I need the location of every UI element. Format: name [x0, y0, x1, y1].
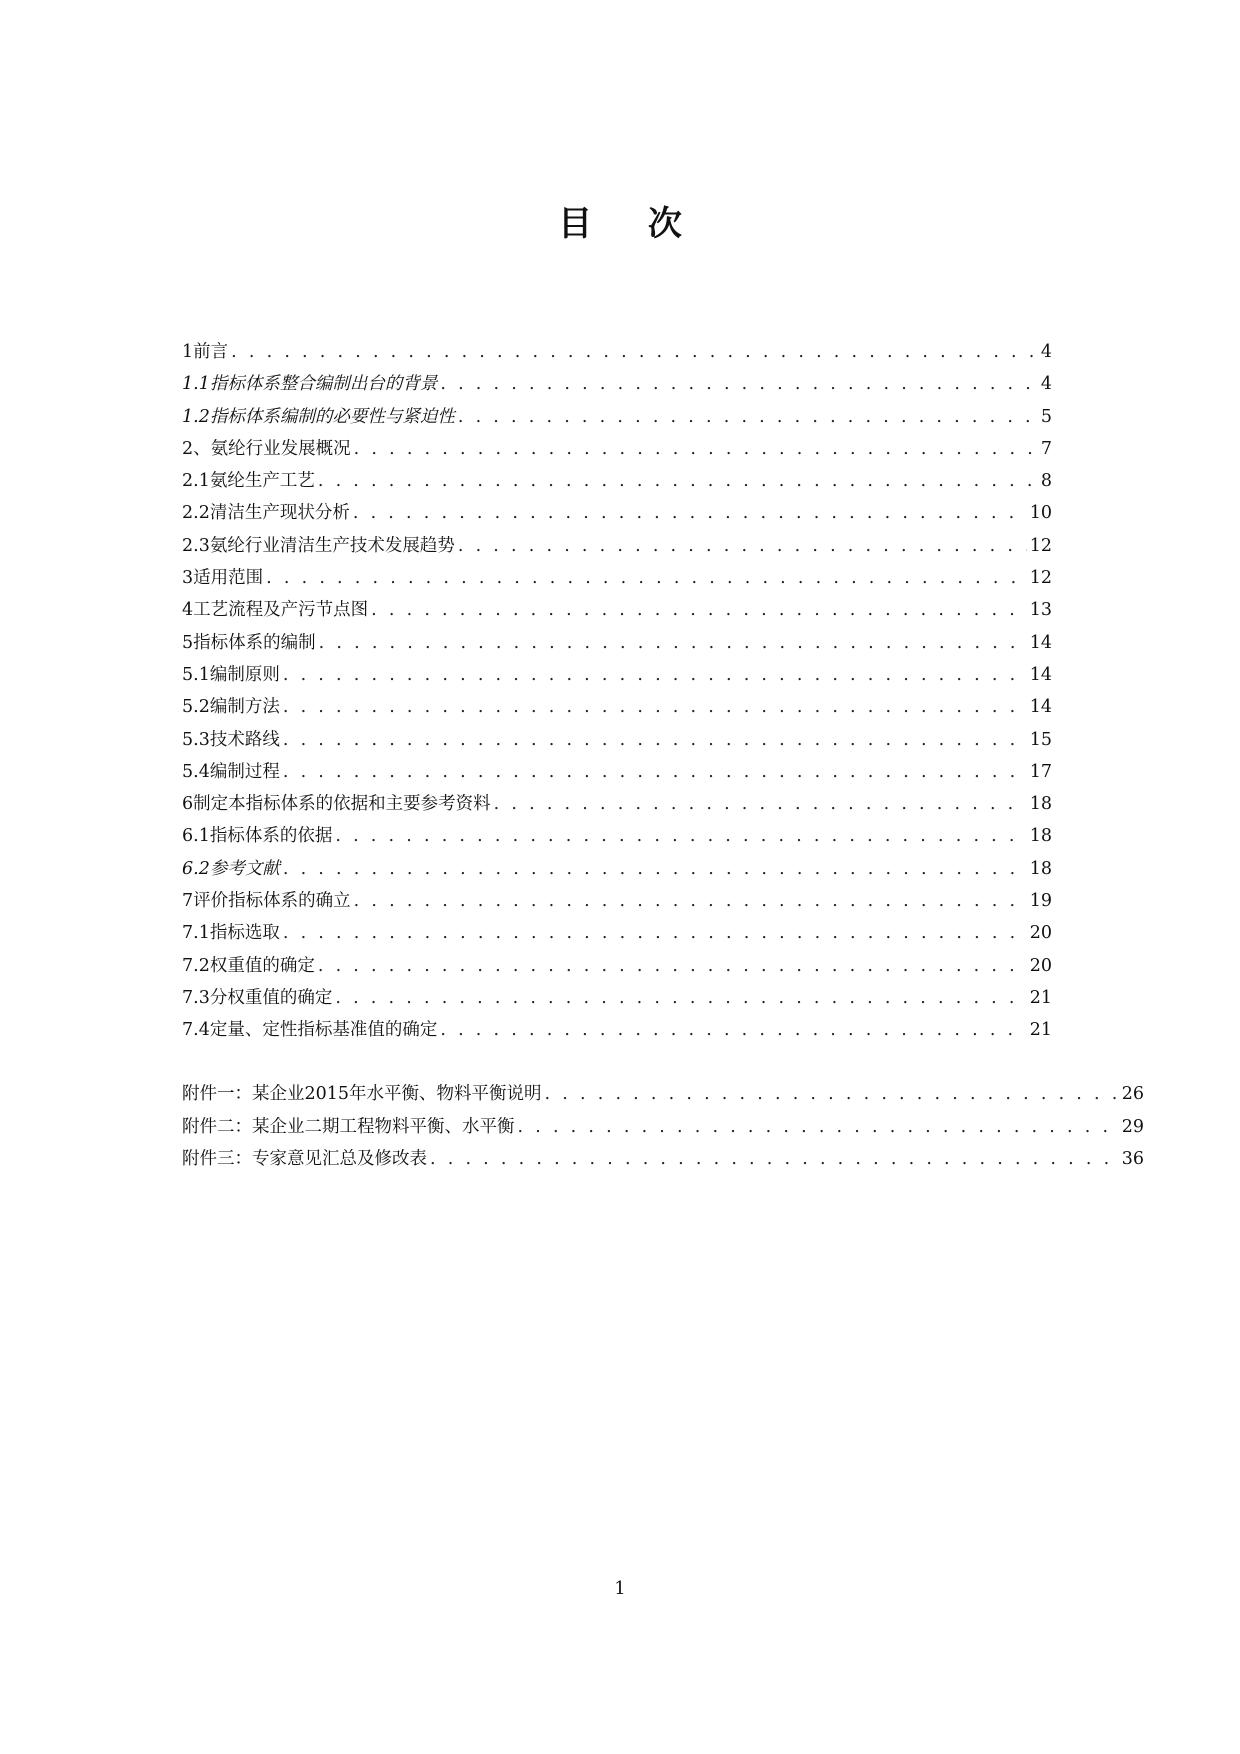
toc-entry-label: 评价指标体系的确立 [193, 891, 351, 912]
toc-leader-dots [430, 1143, 1119, 1175]
annex-entry-label: 附件一：某企业2015年水平衡、物料平衡说明 [182, 1084, 542, 1104]
toc-entry-number: 1.1 [182, 374, 210, 395]
toc-entry[interactable] [182, 950, 1052, 982]
table-of-contents [182, 336, 1052, 1047]
annex-entry-page: 26 [1121, 1084, 1144, 1104]
toc-leader-dots [283, 659, 1027, 691]
toc-entry-label: 定量、定性指标基准值的确定 [209, 1020, 438, 1041]
toc-entry-number: 2.2 [182, 503, 210, 524]
annex-entry[interactable] [182, 1143, 1144, 1176]
toc-entry[interactable] [182, 336, 1052, 368]
toc-entry-page: 8 [1040, 471, 1052, 492]
toc-entry[interactable] [182, 594, 1052, 626]
toc-leader-dots [283, 853, 1027, 885]
toc-entry-number: 2.3 [182, 535, 210, 556]
annex-entry-label: 附件二：某企业二期工程物料平衡、水平衡 [182, 1116, 515, 1137]
toc-entry-page: 14 [1029, 697, 1052, 718]
toc-entry[interactable] [182, 465, 1052, 497]
toc-entry-page: 20 [1029, 955, 1052, 976]
toc-leader-dots [353, 497, 1027, 529]
toc-leader-dots [283, 756, 1027, 788]
toc-entry-label: 分权重值的确定 [209, 987, 333, 1008]
toc-entry-label: 指标选取 [209, 923, 280, 944]
toc-entry-label: 指标体系整合编制出台的背景 [209, 374, 438, 395]
toc-entry-number: 2.1 [182, 471, 210, 492]
toc-leader-dots [283, 724, 1027, 756]
toc-entry-number: 5.3 [182, 729, 210, 750]
toc-entry[interactable] [182, 562, 1052, 594]
toc-entry-label: 氨纶生产工艺 [209, 471, 315, 492]
toc-leader-dots [318, 950, 1027, 982]
toc-entry-page: 13 [1029, 600, 1052, 621]
toc-leader-dots [354, 885, 1027, 917]
toc-entry-page: 4 [1040, 342, 1052, 362]
toc-entry-page: 12 [1029, 568, 1052, 589]
toc-entry-label: 编制过程 [209, 761, 280, 782]
toc-entry[interactable] [182, 853, 1052, 885]
toc-entry-number: 6 [182, 794, 194, 815]
toc-leader-dots [231, 336, 1035, 368]
toc-entry-label: 清洁生产现状分析 [209, 503, 350, 524]
toc-entry-page: 14 [1029, 632, 1052, 653]
toc-entry-page: 12 [1029, 535, 1052, 556]
toc-entry-page: 19 [1029, 891, 1052, 912]
annex-entry[interactable] [182, 1078, 1144, 1111]
toc-entry-page: 21 [1029, 1020, 1052, 1041]
toc-entry-number: 1 [182, 342, 194, 362]
toc-entry-label: 技术路线 [209, 729, 280, 750]
toc-entry-page: 10 [1029, 503, 1052, 524]
toc-entry[interactable] [182, 530, 1052, 562]
toc-leader-dots [283, 917, 1027, 949]
toc-leader-dots [494, 788, 1027, 820]
toc-leader-dots [458, 401, 1035, 433]
toc-entry[interactable] [182, 401, 1052, 433]
toc-entry[interactable] [182, 368, 1052, 400]
annex-list [182, 1078, 1144, 1176]
toc-entry-number: 5.2 [182, 697, 210, 718]
toc-entry[interactable] [182, 917, 1052, 949]
toc-entry-page: 7 [1040, 438, 1052, 459]
toc-entry-number: 3 [182, 568, 194, 589]
toc-entry-label: 适用范围 [193, 568, 264, 589]
toc-entry-number: 2、 [182, 438, 211, 459]
toc-leader-dots [440, 1014, 1026, 1046]
toc-entry-page: 5 [1040, 406, 1052, 427]
toc-entry[interactable] [182, 1014, 1052, 1046]
toc-entry-label: 前言 [193, 342, 229, 362]
toc-entry-label: 指标体系编制的必要性与紧迫性 [209, 406, 455, 427]
toc-entry-number: 7.4 [182, 1020, 210, 1041]
toc-entry-label: 权重值的确定 [209, 955, 315, 976]
toc-entry-label: 制定本指标体系的依据和主要参考资料 [193, 794, 491, 815]
toc-entry[interactable] [182, 788, 1052, 820]
toc-entry-page: 15 [1029, 729, 1052, 750]
toc-leader-dots [371, 594, 1027, 626]
toc-leader-dots [440, 368, 1035, 400]
toc-leader-dots [354, 433, 1035, 465]
toc-entry-label: 编制原则 [209, 664, 280, 685]
toc-entry-page: 17 [1029, 761, 1052, 782]
toc-entry-label: 工艺流程及产污节点图 [193, 600, 369, 621]
toc-entry-page: 18 [1029, 858, 1052, 879]
toc-leader-dots [283, 691, 1027, 723]
toc-entry-number: 1.2 [182, 406, 210, 427]
toc-leader-dots [318, 465, 1035, 497]
toc-leader-dots [335, 820, 1026, 852]
toc-entry[interactable] [182, 885, 1052, 917]
annex-entry-page: 29 [1121, 1116, 1144, 1137]
toc-entry-number: 5.1 [182, 664, 210, 685]
toc-entry[interactable] [182, 627, 1052, 659]
toc-entry-label: 氨纶行业清洁生产技术发展趋势 [209, 535, 455, 556]
toc-entry-label: 编制方法 [209, 697, 280, 718]
toc-leader-dots [545, 1078, 1119, 1110]
toc-entry[interactable] [182, 982, 1052, 1014]
annex-entry-label: 附件三：专家意见汇总及修改表 [182, 1149, 427, 1169]
toc-entry-number: 6.1 [182, 826, 210, 847]
toc-entry-number: 7.1 [182, 923, 210, 944]
toc-entry-number: 6.2 [182, 858, 210, 879]
toc-entry-page: 20 [1029, 923, 1052, 944]
toc-entry[interactable] [182, 659, 1052, 691]
toc-entry-page: 18 [1029, 826, 1052, 847]
toc-entry-number: 4 [182, 600, 194, 621]
toc-entry-page: 18 [1029, 794, 1052, 815]
toc-entry[interactable] [182, 724, 1052, 756]
toc-entry[interactable] [182, 756, 1052, 788]
toc-entry-number: 7 [182, 891, 194, 912]
toc-leader-dots [335, 982, 1026, 1014]
toc-entry-page: 21 [1029, 987, 1052, 1008]
page-number: 1 [614, 1578, 626, 1599]
toc-entry-number: 7.2 [182, 955, 210, 976]
toc-entry-label: 指标体系的编制 [193, 632, 316, 653]
toc-entry[interactable] [182, 497, 1052, 529]
toc-entry[interactable] [182, 433, 1052, 465]
toc-leader-dots [458, 530, 1027, 562]
toc-entry-label: 氨纶行业发展概况 [210, 438, 351, 459]
toc-entry[interactable] [182, 691, 1052, 723]
annex-entry[interactable] [182, 1111, 1144, 1144]
toc-entry-number: 5.4 [182, 761, 210, 782]
toc-leader-dots [518, 1111, 1119, 1143]
toc-entry-label: 指标体系的依据 [209, 826, 333, 847]
toc-entry-page: 4 [1040, 374, 1052, 395]
toc-leader-dots [319, 627, 1027, 659]
toc-entry-number: 7.3 [182, 987, 210, 1008]
toc-entry-number: 5 [182, 632, 194, 653]
page-title: 目 次 [558, 204, 704, 244]
toc-entry-page: 14 [1029, 664, 1052, 685]
annex-entry-page: 36 [1121, 1149, 1144, 1169]
toc-entry-label: 参考文献 [209, 858, 280, 879]
toc-entry[interactable] [182, 820, 1052, 852]
toc-leader-dots [266, 562, 1027, 594]
